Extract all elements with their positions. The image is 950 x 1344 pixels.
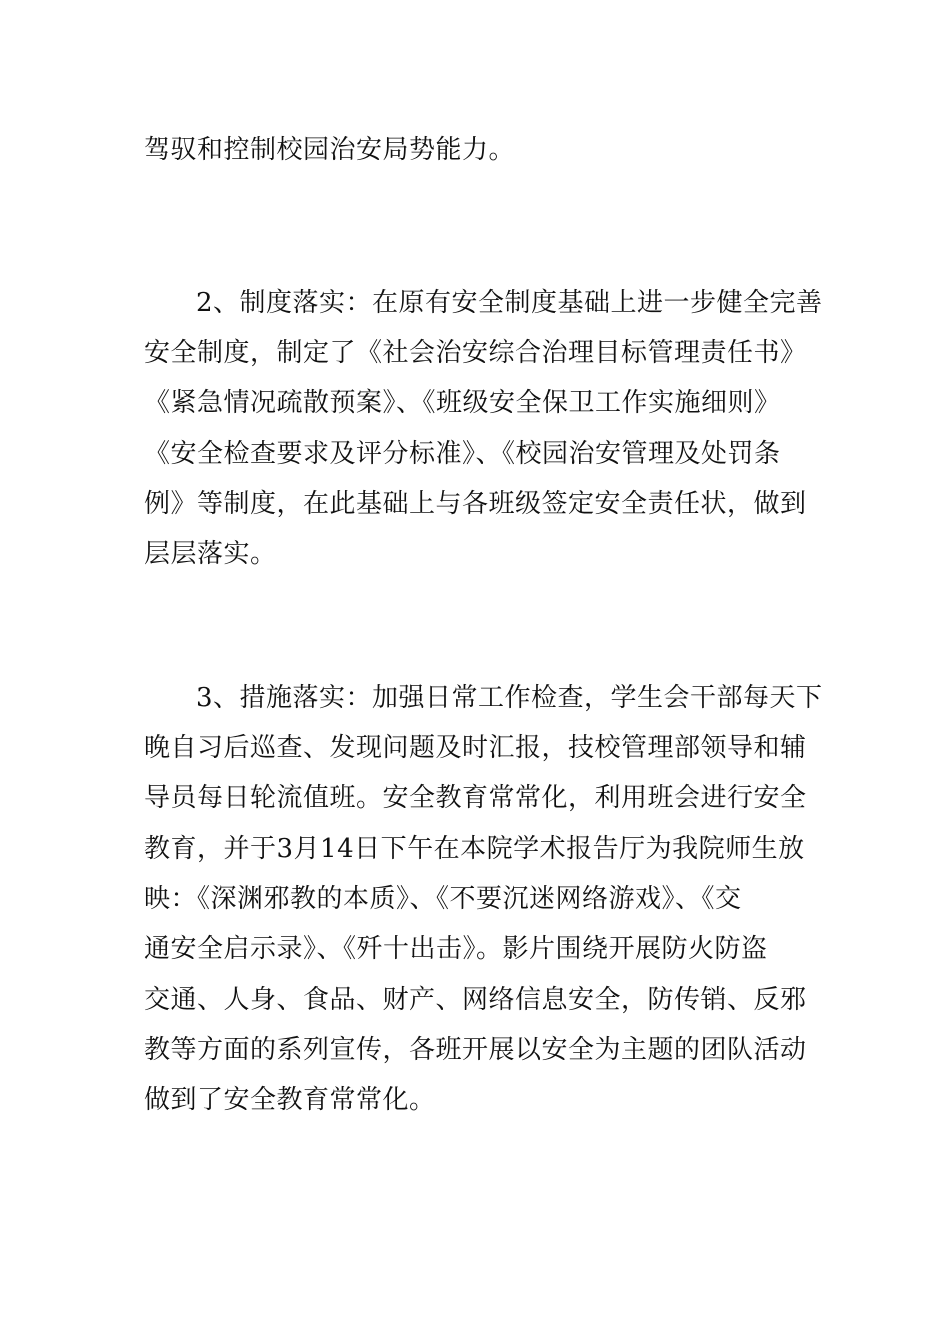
paragraph-line: 教育，并于3月14日下午在本院学术报告厅为我院师生放: [144, 834, 805, 864]
paragraph-line: 层层落实。: [144, 539, 277, 569]
paragraph-line: 教等方面的系列宣传，各班开展以安全为主题的团队活动: [144, 1035, 807, 1065]
paragraph-line: 通安全启示录》、《歼十出击》。影片围绕开展防火防盗: [144, 934, 768, 964]
paragraph-line: 做到了安全教育常常化。: [144, 1085, 436, 1115]
paragraph-line: 例》等制度，在此基础上与各班级签定安全责任状，做到: [144, 489, 807, 519]
paragraph-line: 晚自习后巡查、发现问题及时汇报，技校管理部领导和辅: [144, 733, 807, 763]
paragraph-line: 2、制度落实：在原有安全制度基础上进一步健全完善: [196, 288, 823, 318]
paragraph-line: 映：《深渊邪教的本质》、《不要沉迷网络游戏》、《交: [144, 884, 742, 914]
paragraph-line: 3、措施落实：加强日常工作检查，学生会干部每天下: [196, 683, 823, 713]
paragraph-line: 驾驭和控制校园治安局势能力。: [144, 135, 516, 165]
paragraph-line: 交通、人身、食品、财产、网络信息安全，防传销、反邪: [144, 985, 807, 1015]
paragraph-line: 导员每日轮流值班。安全教育常常化，利用班会进行安全: [144, 783, 807, 813]
paragraph-line: 安全制度，制定了《社会治安综合治理目标管理责任书》: [144, 338, 807, 368]
paragraph-line: 《紧急情况疏散预案》、《班级安全保卫工作实施细则》: [144, 388, 781, 418]
paragraph-line: 《安全检查要求及评分标准》、《校园治安管理及处罚条: [144, 439, 781, 469]
